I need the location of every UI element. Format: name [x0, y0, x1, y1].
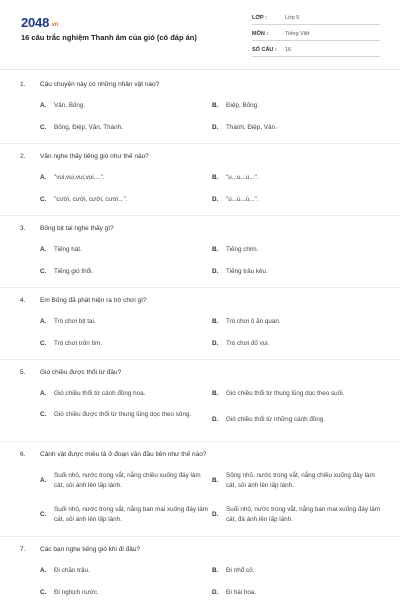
question-text: Em Bống đã phát hiện ra trò chơi gì? — [40, 297, 147, 304]
option-text: Bống, Điệp, Vân, Thành. — [54, 124, 123, 131]
question-heading — [20, 81, 159, 88]
meta-row-grade — [252, 12, 380, 25]
option-a[interactable] — [40, 566, 90, 576]
option-text: Sông nhỏ, nước trong vắt, nắng chiều xuống đáy làm cát, sỏi ánh lên lấp lánh. — [226, 472, 375, 489]
option-letter: D. — [212, 416, 219, 423]
option-letter: B. — [212, 390, 219, 397]
option-letter: D. — [212, 124, 219, 131]
option-letter: A. — [40, 102, 47, 109]
option-c[interactable] — [40, 267, 93, 277]
site-logo[interactable] — [21, 15, 58, 30]
option-letter: C. — [40, 589, 47, 596]
question-divider — [0, 359, 400, 360]
option-d[interactable] — [212, 505, 380, 525]
option-text: Tiếng gió thổi. — [54, 268, 94, 275]
option-b[interactable] — [212, 245, 258, 255]
question-divider — [0, 536, 400, 537]
option-a[interactable] — [40, 471, 208, 491]
question-text: Bống bịt tai nghe thấy gì? — [40, 225, 114, 232]
option-letter: D. — [212, 589, 219, 596]
option-letter: D. — [212, 511, 219, 518]
question-text: Gió chiều được thổi từ đâu? — [40, 369, 122, 376]
option-text: Đi nhổ cỏ. — [226, 567, 255, 574]
header-divider — [0, 69, 400, 70]
option-text: Gió chiều thổi từ những cánh đồng. — [226, 416, 326, 423]
option-text: Đi hái hoa. — [226, 589, 257, 596]
question-heading — [20, 369, 121, 376]
option-text: "vui,vui,vui,vui....". — [54, 174, 105, 181]
meta-key: LỚP : — [252, 15, 267, 21]
option-text: Đi nghịch nước. — [54, 589, 99, 596]
option-text: Suối nhỏ, nước trong vắt, nắng chiều xuống đáy làm cát, sỏi ánh lên lấp lánh. — [54, 472, 201, 489]
option-letter: C. — [40, 511, 47, 518]
option-a[interactable] — [40, 245, 82, 255]
option-letter: B. — [212, 567, 219, 574]
option-letter: C. — [40, 340, 47, 347]
option-text: Tiếng trâu kêu. — [226, 268, 268, 275]
question-text: Cảnh vật được miêu tả ở đoạn văn đầu tiên như thế nào? — [40, 451, 207, 458]
option-text: Suối nhỏ, nước trong vắt, nắng ban mai xuống đáy làm cát, sỏi ánh lên lấp lánh. — [54, 506, 208, 523]
option-text: Trò chơi ô ăn quan. — [226, 318, 281, 325]
question-number: 1. — [20, 81, 26, 88]
option-letter: B. — [212, 318, 219, 325]
option-d[interactable] — [212, 195, 258, 205]
question-divider — [0, 215, 400, 216]
option-c[interactable] — [40, 123, 123, 133]
option-text: Gió chiều thổi từ cánh đồng hoa. — [54, 390, 146, 397]
meta-key: SỐ CÂU : — [252, 47, 277, 53]
question-heading — [20, 297, 147, 304]
option-b[interactable] — [212, 317, 281, 327]
option-b[interactable] — [212, 566, 254, 576]
question-heading — [20, 546, 140, 553]
question-text: Các bạn nghe tiếng gió khi đi đâu? — [40, 546, 141, 553]
option-letter: A. — [40, 477, 47, 484]
option-text: Tiếng hát. — [54, 246, 82, 253]
option-text: Đi chăn trâu. — [54, 567, 90, 574]
meta-row-subject — [252, 28, 380, 41]
option-letter: C. — [40, 124, 47, 131]
question-heading — [20, 153, 149, 160]
option-letter: D. — [212, 340, 219, 347]
option-letter: A. — [40, 246, 47, 253]
option-text: "ù...ù...ù...". — [226, 196, 259, 203]
option-letter: C. — [40, 411, 47, 418]
option-letter: A. — [40, 318, 47, 325]
meta-key: MÔN : — [252, 31, 269, 37]
meta-row-count — [252, 44, 380, 57]
question-divider — [0, 287, 400, 288]
option-a[interactable] — [40, 101, 85, 111]
option-c[interactable] — [40, 588, 99, 598]
option-text: Gió chiều được thổi từ thung lũng dọc theo sông. — [54, 411, 192, 418]
option-letter: A. — [40, 174, 47, 181]
option-letter: C. — [40, 196, 47, 203]
option-text: Gió chiều thổi từ thung lũng dọc theo suối. — [226, 390, 345, 397]
page-title: 16 câu trắc nghiệm Thanh âm của gió (có đáp án) — [21, 33, 197, 42]
question-heading — [20, 225, 114, 232]
option-d[interactable] — [212, 267, 268, 277]
meta-value: 16 — [285, 47, 292, 53]
option-letter: B. — [212, 477, 219, 484]
option-b[interactable] — [212, 101, 259, 111]
option-text: "u...u...u...". — [226, 174, 259, 181]
option-text: Vân, Bống. — [54, 102, 86, 109]
option-a[interactable] — [40, 317, 96, 327]
option-b[interactable] — [212, 471, 380, 491]
option-d[interactable] — [212, 415, 325, 425]
option-text: Trò chơi bịt tai. — [54, 318, 96, 325]
option-letter: B. — [212, 102, 219, 109]
option-letter: C. — [40, 268, 47, 275]
option-d[interactable] — [212, 123, 277, 133]
question-divider — [0, 143, 400, 144]
question-number: 6. — [20, 451, 26, 458]
page-header — [0, 0, 400, 68]
option-text: Suối nhỏ, nước trong vắt, nắng ban mai xuống đáy làm cát, đá ánh lên lấp lánh. — [226, 506, 380, 523]
option-text: "cười, cười, cười, cười...". — [54, 196, 128, 203]
question-number: 4. — [20, 297, 26, 304]
option-letter: B. — [212, 174, 219, 181]
question-heading — [20, 451, 206, 458]
option-letter: D. — [212, 268, 219, 275]
question-text: Câu chuyện này có những nhân vật nào? — [40, 81, 160, 88]
option-letter: A. — [40, 567, 47, 574]
option-c[interactable] — [40, 339, 102, 349]
option-text: Điệp, Bống. — [226, 102, 259, 109]
option-letter: A. — [40, 390, 47, 397]
question-divider — [0, 441, 400, 442]
question-number: 3. — [20, 225, 26, 232]
option-c[interactable] — [40, 195, 128, 205]
option-d[interactable] — [212, 339, 269, 349]
question-text: Vân nghe thấy tiếng gió như thế nào? — [40, 153, 149, 160]
option-text: Thành, Điệp, Vân. — [226, 124, 277, 131]
option-c[interactable] — [40, 410, 208, 420]
option-letter: D. — [212, 196, 219, 203]
option-a[interactable] — [40, 389, 145, 399]
meta-value: Lớp 5 — [285, 15, 300, 21]
option-d[interactable] — [212, 588, 256, 598]
option-b[interactable] — [212, 389, 344, 399]
option-text: Trò chơi trốn tìm. — [54, 340, 102, 347]
option-letter: B. — [212, 246, 219, 253]
logo-main: 2048 — [21, 15, 50, 30]
logo-suffix: .vn — [50, 22, 59, 28]
question-number: 7. — [20, 546, 26, 553]
option-c[interactable] — [40, 505, 208, 525]
option-b[interactable] — [212, 173, 258, 183]
option-a[interactable] — [40, 173, 105, 183]
option-text: Trò chơi đố vui. — [226, 340, 270, 347]
question-number: 2. — [20, 153, 26, 160]
option-text: Tiếng chim. — [226, 246, 259, 253]
question-number: 5. — [20, 369, 26, 376]
meta-value: Tiếng Việt — [285, 31, 310, 37]
meta-table — [252, 12, 380, 60]
